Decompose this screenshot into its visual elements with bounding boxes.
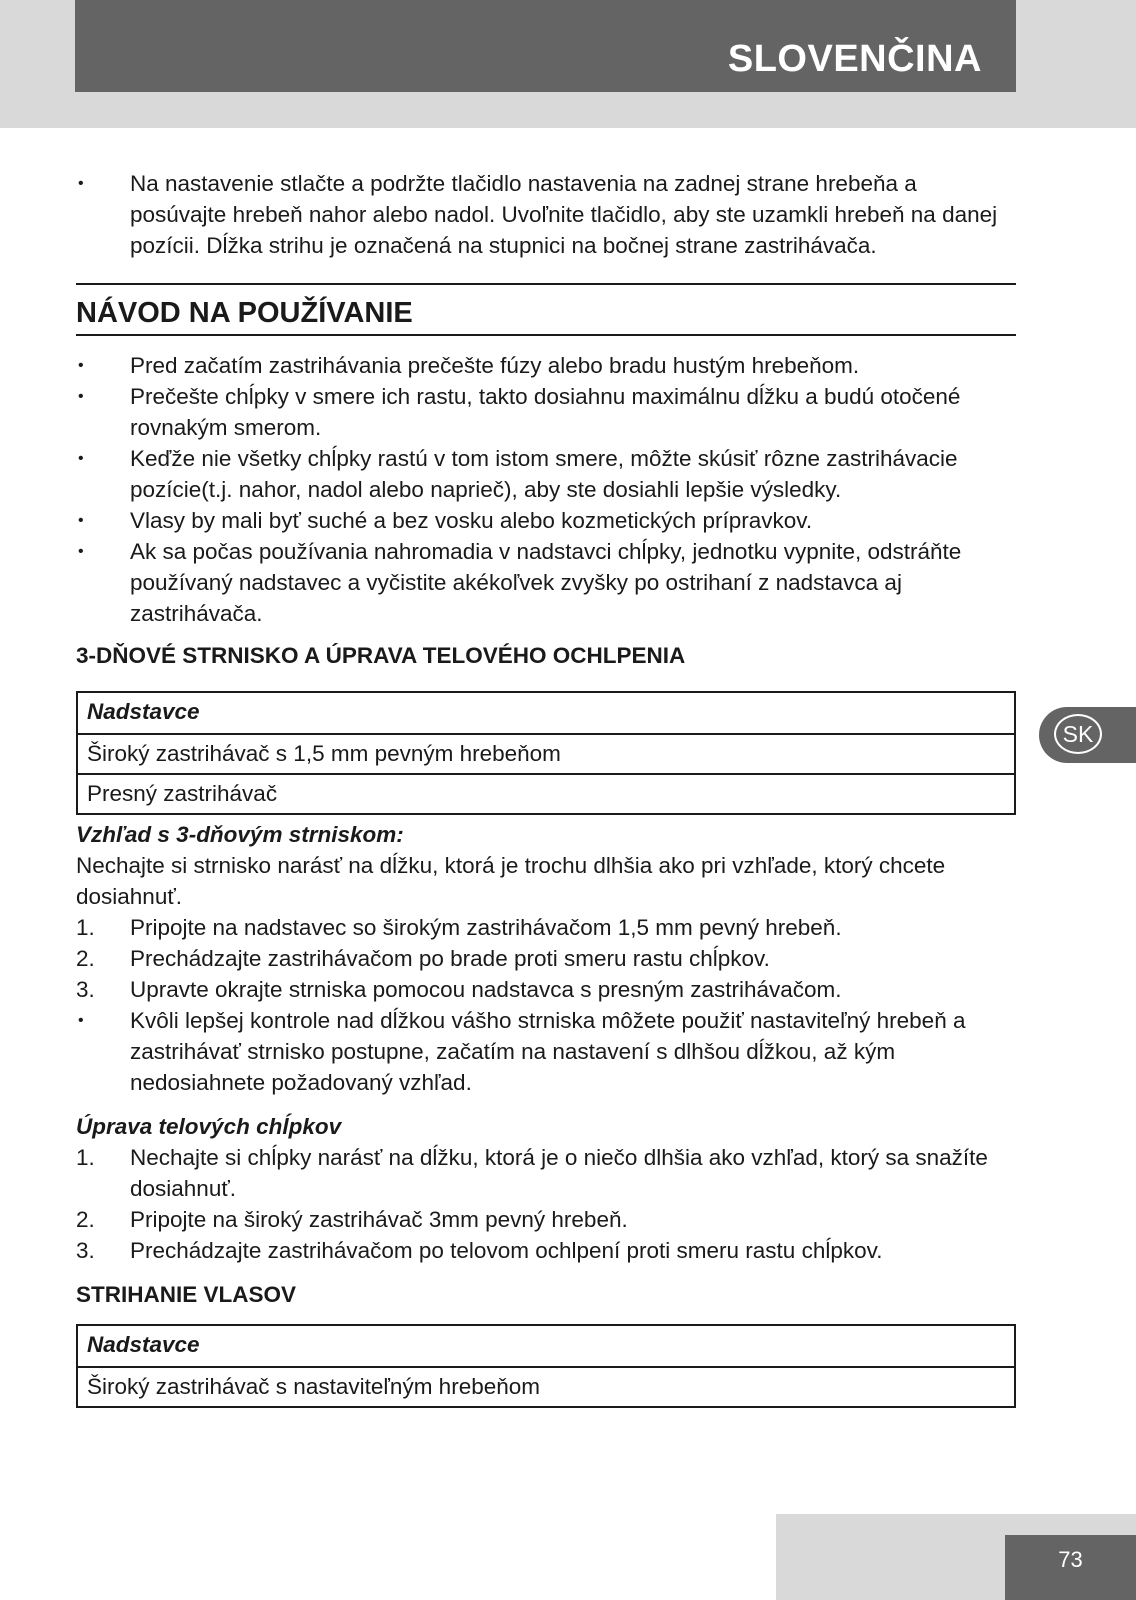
list-item: [76, 505, 1016, 536]
list-item: [76, 943, 1016, 974]
list-item-text: Ak sa počas používania nahromadia v nadstavci chĺpky, jednotku vypnite, odstráňte používaný nadstavec a vyčistite akékoľvek zvyšky po ostrihaní z nadstavca aj zastrihávača.: [130, 539, 962, 626]
table-header: Nadstavce: [87, 699, 200, 724]
stubble-look-heading: Vzhľad s 3-dňovým strniskom:: [76, 822, 404, 847]
language-code-badge: SK: [1054, 714, 1102, 754]
stubble-attachments-table: [76, 691, 1016, 815]
list-item: [76, 1005, 1016, 1098]
language-tab: [1039, 707, 1136, 763]
step-text: Nechajte si chĺpky narásť na dĺžku, ktorá je o niečo dlhšia ako vzhľad, ktorý sa snažíte dosiahnuť.: [130, 1145, 988, 1201]
list-item: [76, 350, 1016, 381]
step-number: 1.: [76, 915, 95, 940]
list-item: [76, 1142, 1016, 1204]
header-bar: [75, 0, 1016, 92]
stubble-look-intro: Nechajte si strnisko narásť na dĺžku, ktorá je trochu dlhšia ako pri vzhľade, ktorý chcete dosiahnuť.: [76, 853, 946, 909]
usage-heading: NÁVOD NA POUŽÍVANIE: [76, 283, 1016, 336]
list-item-text: Pred začatím zastrihávania prečešte fúzy alebo bradu hustým hrebeňom.: [130, 353, 860, 378]
step-text: Prechádzajte zastrihávačom po telovom ochlpení proti smeru rastu chĺpkov.: [130, 1238, 883, 1263]
bullet-mark: •: [78, 357, 84, 374]
list-item: [76, 912, 1016, 943]
tip-text: Kvôli lepšej kontrole nad dĺžkou vášho strniska môžete použiť nastaviteľný hrebeň a zastrihávať strnisko postupne, začatím na nastavení s dlhšou dĺžkou, až kým nedosiahnete požadovaný vzhľad.: [130, 1008, 966, 1095]
step-text: Pripojte na široký zastrihávač 3mm pevný hrebeň.: [130, 1207, 628, 1232]
table-row: Široký zastrihávač s 1,5 mm pevným hrebeňom: [78, 733, 1014, 773]
step-text: Pripojte na nadstavec so širokým zastrihávačom 1,5 mm pevný hrebeň.: [130, 915, 842, 940]
list-item: [76, 974, 1016, 1005]
bullet-mark: •: [78, 388, 84, 405]
step-text: Prechádzajte zastrihávačom po brade proti smeru rastu chĺpkov.: [130, 946, 770, 971]
step-number: 2.: [76, 1207, 95, 1232]
body-hair-heading: Úprava telových chĺpkov: [76, 1114, 342, 1139]
step-number: 2.: [76, 946, 95, 971]
page-content: [76, 168, 1016, 1408]
table-row: Presný zastrihávač: [78, 773, 1014, 813]
list-item: [76, 1204, 1016, 1235]
haircut-heading: STRIHANIE VLASOV: [76, 1282, 297, 1307]
bullet-mark: •: [78, 450, 84, 467]
list-item: [76, 381, 1016, 443]
intro-bullet: [76, 168, 1016, 261]
list-item: [76, 1235, 1016, 1266]
table-row: Široký zastrihávač s nastaviteľným hrebeňom: [78, 1366, 1014, 1406]
step-number: 3.: [76, 977, 95, 1002]
step-text: Upravte okrajte strniska pomocou nadstavca s presným zastrihávačom.: [130, 977, 842, 1002]
list-item: [76, 443, 1016, 505]
bullet-mark: •: [78, 175, 84, 192]
list-item-text: Prečešte chĺpky v smere ich rastu, takto dosiahnu maximálnu dĺžku a budú otočené rovnakým smerom.: [130, 384, 961, 440]
usage-bullet-list: [76, 350, 1016, 629]
haircut-attachments-table: [76, 1324, 1016, 1408]
list-item: [76, 536, 1016, 629]
step-number: 3.: [76, 1238, 95, 1263]
bullet-mark: •: [78, 512, 84, 529]
intro-bullet-text: Na nastavenie stlačte a podržte tlačidlo nastavenia na zadnej strane hrebeňa a posúvajte hrebeň nahor alebo nadol. Uvoľnite tlačidlo, aby ste uzamkli hrebeň na danej pozícii. Dĺžka strihu je označená na stupnici na bočnej strane zastrihávača.: [130, 171, 998, 258]
language-title: SLOVENČINA: [727, 38, 982, 80]
table-header: Nadstavce: [87, 1332, 200, 1357]
bullet-mark: •: [78, 543, 84, 560]
page-number: 73: [1005, 1535, 1136, 1600]
stubble-heading: 3-DŇOVÉ STRNISKO A ÚPRAVA TELOVÉHO OCHLPENIA: [76, 643, 686, 668]
list-item-text: Keďže nie všetky chĺpky rastú v tom istom smere, môžte skúsiť rôzne zastrihávacie pozície(t.j. nahor, nadol alebo naprieč), aby ste dosiahli lepšie výsledky.: [130, 446, 958, 502]
list-item-text: Vlasy by mali byť suché a bez vosku alebo kozmetických prípravkov.: [130, 508, 813, 533]
step-number: 1.: [76, 1145, 95, 1170]
bullet-mark: •: [78, 1012, 84, 1029]
